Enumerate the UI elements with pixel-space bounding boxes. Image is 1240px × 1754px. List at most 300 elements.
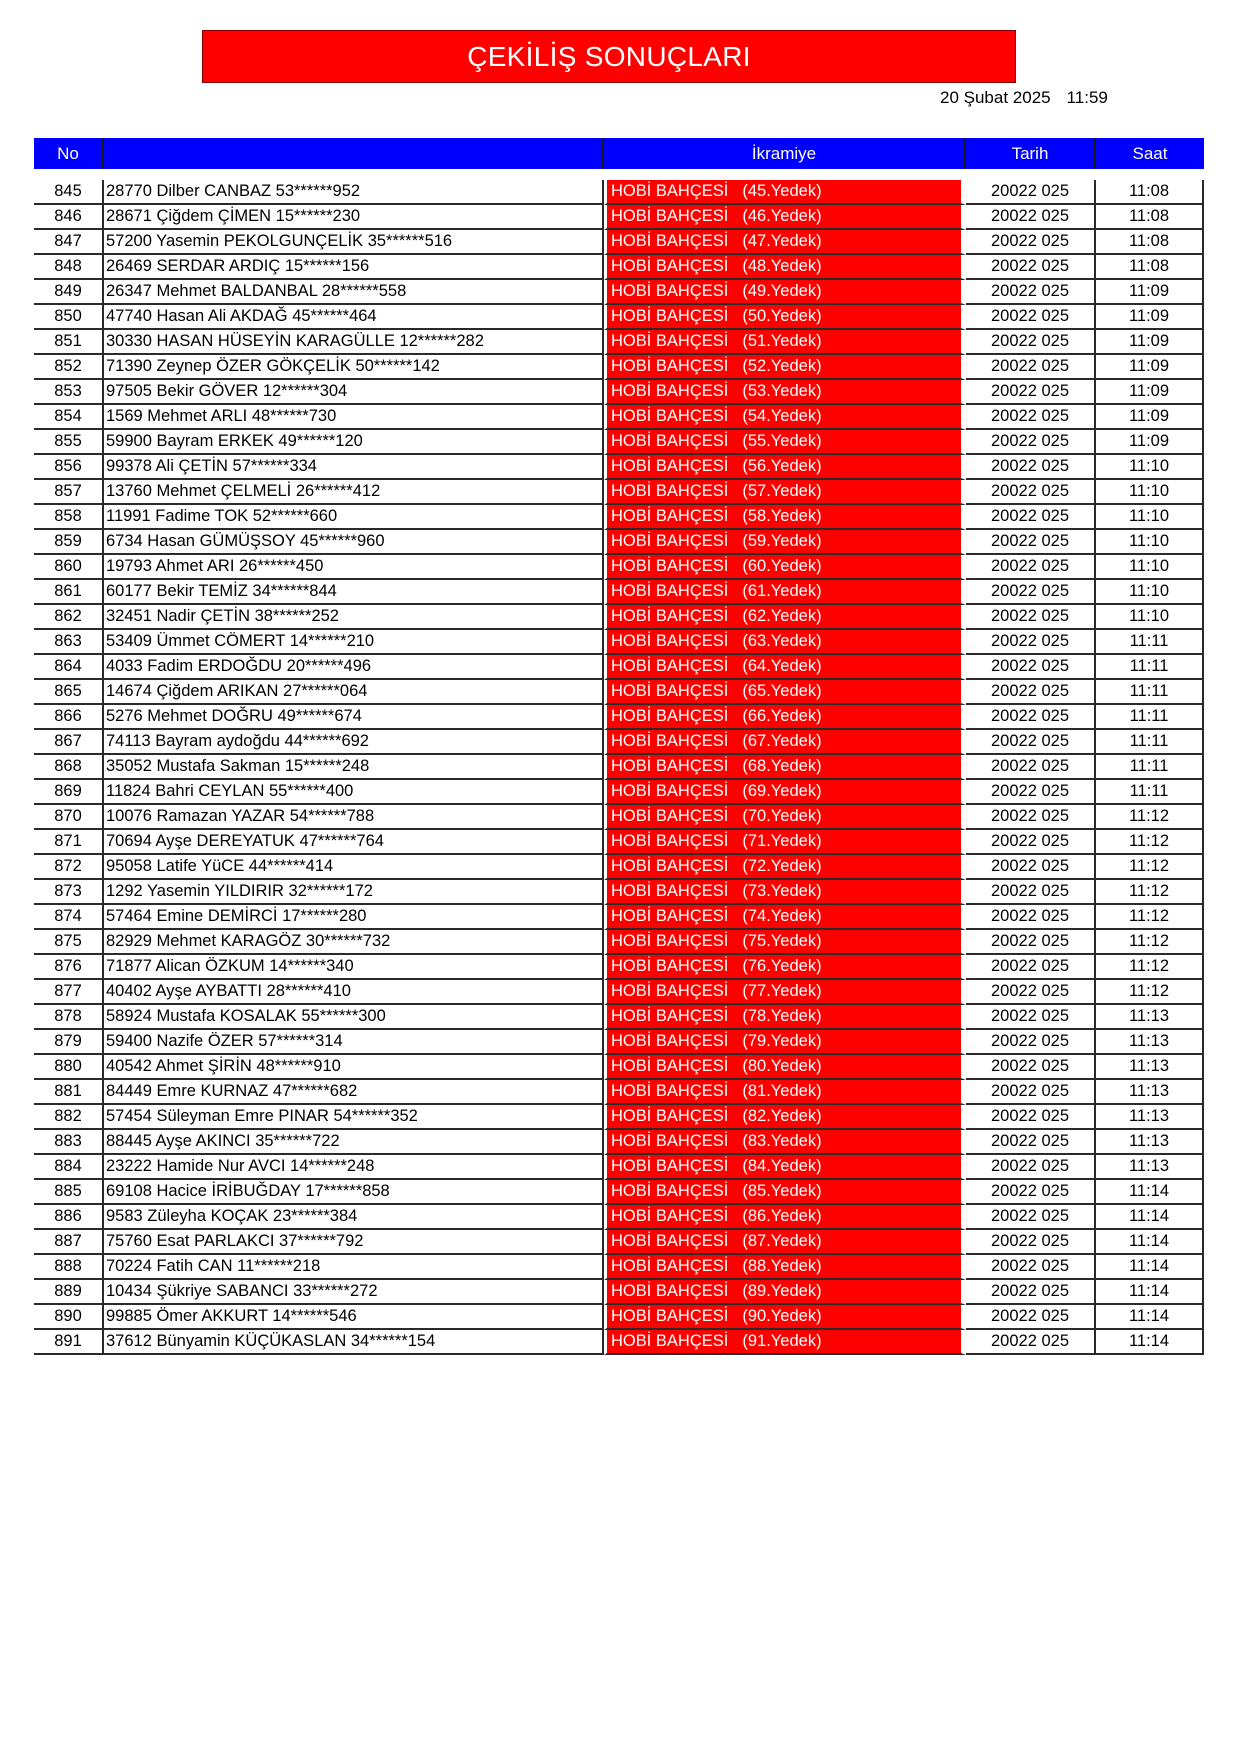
prize-cell — [604, 405, 966, 430]
table-row — [34, 655, 1204, 680]
participant-name: 95058 Latife YüCE 44******414 — [104, 855, 604, 880]
prize-cell — [604, 1005, 966, 1030]
draw-date: 20022 025 — [966, 1155, 1096, 1180]
reserve-rank: (66.Yedek) — [742, 707, 822, 725]
prize-cell — [604, 455, 966, 480]
draw-time: 11:14 — [1096, 1330, 1204, 1355]
draw-time: 11:14 — [1096, 1305, 1204, 1330]
prize-label: HOBİ BAHÇESİ — [611, 757, 729, 775]
participant-name: 37612 Bünyamin KÜÇÜKASLAN 34******154 — [104, 1330, 604, 1355]
row-number: 880 — [34, 1055, 104, 1080]
draw-time: 11:14 — [1096, 1230, 1204, 1255]
draw-date: 20022 025 — [966, 305, 1096, 330]
reserve-rank: (77.Yedek) — [742, 982, 822, 1000]
draw-date: 20022 025 — [966, 780, 1096, 805]
table-row — [34, 255, 1204, 280]
row-number: 853 — [34, 380, 104, 405]
prize-label: HOBİ BAHÇESİ — [611, 182, 729, 200]
row-number: 859 — [34, 530, 104, 555]
table-row — [34, 1255, 1204, 1280]
prize-label: HOBİ BAHÇESİ — [611, 732, 729, 750]
table-row — [34, 1030, 1204, 1055]
row-number: 876 — [34, 955, 104, 980]
participant-name: 57454 Süleyman Emre PINAR 54******352 — [104, 1105, 604, 1130]
prize-label: HOBİ BAHÇESİ — [611, 282, 729, 300]
draw-time: 11:09 — [1096, 280, 1204, 305]
prize-cell — [604, 905, 966, 930]
participant-name: 10076 Ramazan YAZAR 54******788 — [104, 805, 604, 830]
row-number: 886 — [34, 1205, 104, 1230]
table-row — [34, 355, 1204, 380]
reserve-rank: (60.Yedek) — [742, 557, 822, 575]
participant-name: 26347 Mehmet BALDANBAL 28******558 — [104, 280, 604, 305]
reserve-rank: (84.Yedek) — [742, 1157, 822, 1175]
prize-cell — [604, 355, 966, 380]
prize-label: HOBİ BAHÇESİ — [611, 1332, 729, 1350]
draw-time: 11:12 — [1096, 980, 1204, 1005]
table-row — [34, 905, 1204, 930]
draw-date: 20022 025 — [966, 205, 1096, 230]
draw-date: 20022 025 — [966, 630, 1096, 655]
table-row — [34, 1005, 1204, 1030]
prize-label: HOBİ BAHÇESİ — [611, 657, 729, 675]
table-row — [34, 530, 1204, 555]
table-row — [34, 880, 1204, 905]
reserve-rank: (76.Yedek) — [742, 957, 822, 975]
print-date: 20 Şubat 2025 — [940, 88, 1051, 107]
draw-time: 11:13 — [1096, 1055, 1204, 1080]
prize-label: HOBİ BAHÇESİ — [611, 857, 729, 875]
participant-name: 5276 Mehmet DOĞRU 49******674 — [104, 705, 604, 730]
draw-date: 20022 025 — [966, 380, 1096, 405]
row-number: 861 — [34, 580, 104, 605]
prize-label: HOBİ BAHÇESİ — [611, 1257, 729, 1275]
prize-cell — [604, 630, 966, 655]
participant-name: 9583 Züleyha KOÇAK 23******384 — [104, 1205, 604, 1230]
participant-name: 82929 Mehmet KARAGÖZ 30******732 — [104, 930, 604, 955]
prize-cell — [604, 430, 966, 455]
draw-time: 11:08 — [1096, 180, 1204, 205]
draw-time: 11:13 — [1096, 1030, 1204, 1055]
reserve-rank: (74.Yedek) — [742, 907, 822, 925]
row-number: 875 — [34, 930, 104, 955]
draw-time: 11:08 — [1096, 205, 1204, 230]
draw-time: 11:08 — [1096, 230, 1204, 255]
draw-date: 20022 025 — [966, 805, 1096, 830]
participant-name: 13760 Mehmet ÇELMELİ 26******412 — [104, 480, 604, 505]
draw-date: 20022 025 — [966, 480, 1096, 505]
participant-name: 53409 Ümmet CÖMERT 14******210 — [104, 630, 604, 655]
table-row — [34, 480, 1204, 505]
prize-cell — [604, 605, 966, 630]
table-row — [34, 605, 1204, 630]
participant-name: 6734 Hasan GÜMÜŞSOY 45******960 — [104, 530, 604, 555]
participant-name: 35052 Mustafa Sakman 15******248 — [104, 755, 604, 780]
reserve-rank: (48.Yedek) — [742, 257, 822, 275]
participant-name: 30330 HASAN HÜSEYİN KARAGÜLLE 12******282 — [104, 330, 604, 355]
draw-time: 11:09 — [1096, 305, 1204, 330]
row-number: 857 — [34, 480, 104, 505]
row-number: 881 — [34, 1080, 104, 1105]
reserve-rank: (45.Yedek) — [742, 182, 822, 200]
participant-name: 70694 Ayşe DEREYATUK 47******764 — [104, 830, 604, 855]
prize-label: HOBİ BAHÇESİ — [611, 882, 729, 900]
draw-time: 11:08 — [1096, 255, 1204, 280]
draw-time: 11:14 — [1096, 1205, 1204, 1230]
table-row — [34, 230, 1204, 255]
prize-cell — [604, 255, 966, 280]
reserve-rank: (52.Yedek) — [742, 357, 822, 375]
prize-cell — [604, 555, 966, 580]
draw-time: 11:12 — [1096, 955, 1204, 980]
row-number: 891 — [34, 1330, 104, 1355]
prize-label: HOBİ BAHÇESİ — [611, 1282, 729, 1300]
table-row — [34, 780, 1204, 805]
participant-name: 26469 SERDAR ARDIÇ 15******156 — [104, 255, 604, 280]
draw-time: 11:10 — [1096, 455, 1204, 480]
header-name — [104, 138, 604, 169]
participant-name: 58924 Mustafa KOSALAK 55******300 — [104, 1005, 604, 1030]
participant-name: 40542 Ahmet ŞİRİN 48******910 — [104, 1055, 604, 1080]
table-row — [34, 405, 1204, 430]
reserve-rank: (64.Yedek) — [742, 657, 822, 675]
participant-name: 28671 Çiğdem ÇİMEN 15******230 — [104, 205, 604, 230]
draw-date: 20022 025 — [966, 930, 1096, 955]
table-row — [34, 1180, 1204, 1205]
prize-label: HOBİ BAHÇESİ — [611, 1157, 729, 1175]
row-number: 863 — [34, 630, 104, 655]
participant-name: 32451 Nadir ÇETİN 38******252 — [104, 605, 604, 630]
reserve-rank: (53.Yedek) — [742, 382, 822, 400]
prize-cell — [604, 830, 966, 855]
draw-time: 11:09 — [1096, 330, 1204, 355]
row-number: 870 — [34, 805, 104, 830]
draw-date: 20022 025 — [966, 1030, 1096, 1055]
draw-time: 11:13 — [1096, 1130, 1204, 1155]
row-number: 878 — [34, 1005, 104, 1030]
row-number: 883 — [34, 1130, 104, 1155]
prize-cell — [604, 180, 966, 205]
row-number: 866 — [34, 705, 104, 730]
draw-time: 11:12 — [1096, 880, 1204, 905]
participant-name: 14674 Çiğdem ARIKAN 27******064 — [104, 680, 604, 705]
participant-name: 47740 Hasan Ali AKDAĞ 45******464 — [104, 305, 604, 330]
draw-time: 11:11 — [1096, 755, 1204, 780]
row-number: 847 — [34, 230, 104, 255]
table-row — [34, 580, 1204, 605]
header-prize: İkramiye — [604, 138, 966, 169]
table-row — [34, 955, 1204, 980]
table-row — [34, 205, 1204, 230]
participant-name: 71390 Zeynep ÖZER GÖKÇELİK 50******142 — [104, 355, 604, 380]
reserve-rank: (63.Yedek) — [742, 632, 822, 650]
prize-cell — [604, 680, 966, 705]
draw-date: 20022 025 — [966, 755, 1096, 780]
draw-date: 20022 025 — [966, 855, 1096, 880]
prize-cell — [604, 530, 966, 555]
participant-name: 11824 Bahri CEYLAN 55******400 — [104, 780, 604, 805]
table-row — [34, 1080, 1204, 1105]
prize-cell — [604, 1055, 966, 1080]
draw-time: 11:13 — [1096, 1005, 1204, 1030]
draw-date: 20022 025 — [966, 1305, 1096, 1330]
participant-name: 10434 Şükriye SABANCI 33******272 — [104, 1280, 604, 1305]
draw-time: 11:10 — [1096, 555, 1204, 580]
draw-time: 11:11 — [1096, 730, 1204, 755]
row-number: 858 — [34, 505, 104, 530]
prize-label: HOBİ BAHÇESİ — [611, 207, 729, 225]
prize-cell — [604, 230, 966, 255]
draw-date: 20022 025 — [966, 680, 1096, 705]
prize-cell — [604, 380, 966, 405]
draw-date: 20022 025 — [966, 1180, 1096, 1205]
participant-name: 57464 Emine DEMİRCİ 17******280 — [104, 905, 604, 930]
draw-time: 11:10 — [1096, 605, 1204, 630]
draw-time: 11:13 — [1096, 1155, 1204, 1180]
row-number: 879 — [34, 1030, 104, 1055]
prize-cell — [604, 1130, 966, 1155]
prize-cell — [604, 730, 966, 755]
draw-date: 20022 025 — [966, 655, 1096, 680]
row-number: 867 — [34, 730, 104, 755]
draw-date: 20022 025 — [966, 1005, 1096, 1030]
prize-cell — [604, 505, 966, 530]
reserve-rank: (75.Yedek) — [742, 932, 822, 950]
table-row — [34, 1330, 1204, 1355]
prize-label: HOBİ BAHÇESİ — [611, 232, 729, 250]
reserve-rank: (50.Yedek) — [742, 307, 822, 325]
table-row — [34, 805, 1204, 830]
draw-time: 11:09 — [1096, 430, 1204, 455]
prize-label: HOBİ BAHÇESİ — [611, 1057, 729, 1075]
prize-cell — [604, 305, 966, 330]
draw-time: 11:12 — [1096, 930, 1204, 955]
prize-label: HOBİ BAHÇESİ — [611, 407, 729, 425]
prize-label: HOBİ BAHÇESİ — [611, 507, 729, 525]
row-number: 864 — [34, 655, 104, 680]
table-row — [34, 430, 1204, 455]
table-row — [34, 180, 1204, 205]
prize-cell — [604, 880, 966, 905]
prize-cell — [604, 980, 966, 1005]
draw-date: 20022 025 — [966, 955, 1096, 980]
prize-label: HOBİ BAHÇESİ — [611, 1107, 729, 1125]
draw-time: 11:09 — [1096, 380, 1204, 405]
table-row — [34, 1230, 1204, 1255]
prize-label: HOBİ BAHÇESİ — [611, 1082, 729, 1100]
prize-cell — [604, 1030, 966, 1055]
participant-name: 69108 Hacice İRİBUĞDAY 17******858 — [104, 1180, 604, 1205]
page-title-banner — [202, 30, 1016, 83]
prize-label: HOBİ BAHÇESİ — [611, 1232, 729, 1250]
draw-date: 20022 025 — [966, 980, 1096, 1005]
prize-cell — [604, 1280, 966, 1305]
reserve-rank: (86.Yedek) — [742, 1207, 822, 1225]
draw-time: 11:12 — [1096, 905, 1204, 930]
draw-time: 11:10 — [1096, 580, 1204, 605]
reserve-rank: (85.Yedek) — [742, 1182, 822, 1200]
reserve-rank: (87.Yedek) — [742, 1232, 822, 1250]
row-number: 860 — [34, 555, 104, 580]
reserve-rank: (89.Yedek) — [742, 1282, 822, 1300]
draw-time: 11:13 — [1096, 1080, 1204, 1105]
row-number: 887 — [34, 1230, 104, 1255]
participant-name: 97505 Bekir GÖVER 12******304 — [104, 380, 604, 405]
draw-date: 20022 025 — [966, 830, 1096, 855]
participant-name: 88445 Ayşe AKINCI 35******722 — [104, 1130, 604, 1155]
reserve-rank: (81.Yedek) — [742, 1082, 822, 1100]
draw-date: 20022 025 — [966, 330, 1096, 355]
draw-date: 20022 025 — [966, 1255, 1096, 1280]
prize-label: HOBİ BAHÇESİ — [611, 1207, 729, 1225]
row-number: 852 — [34, 355, 104, 380]
prize-cell — [604, 1305, 966, 1330]
prize-label: HOBİ BAHÇESİ — [611, 932, 729, 950]
draw-time: 11:10 — [1096, 505, 1204, 530]
table-row — [34, 980, 1204, 1005]
prize-cell — [604, 280, 966, 305]
participant-name: 19793 Ahmet ARI 26******450 — [104, 555, 604, 580]
prize-label: HOBİ BAHÇESİ — [611, 582, 729, 600]
table-row — [34, 305, 1204, 330]
row-number: 884 — [34, 1155, 104, 1180]
print-datetime — [940, 88, 1170, 108]
draw-date: 20022 025 — [966, 1280, 1096, 1305]
draw-date: 20022 025 — [966, 230, 1096, 255]
participant-name: 4033 Fadim ERDOĞDU 20******496 — [104, 655, 604, 680]
results-table-body — [34, 180, 1204, 1355]
prize-label: HOBİ BAHÇESİ — [611, 832, 729, 850]
table-row — [34, 1280, 1204, 1305]
draw-date: 20022 025 — [966, 355, 1096, 380]
prize-label: HOBİ BAHÇESİ — [611, 982, 729, 1000]
draw-date: 20022 025 — [966, 580, 1096, 605]
prize-label: HOBİ BAHÇESİ — [611, 607, 729, 625]
prize-label: HOBİ BAHÇESİ — [611, 1307, 729, 1325]
participant-name: 57200 Yasemin PEKOLGUNÇELİK 35******516 — [104, 230, 604, 255]
draw-date: 20022 025 — [966, 705, 1096, 730]
prize-label: HOBİ BAHÇESİ — [611, 432, 729, 450]
draw-time: 11:11 — [1096, 630, 1204, 655]
participant-name: 74113 Bayram aydoğdu 44******692 — [104, 730, 604, 755]
header-date: Tarih — [966, 138, 1096, 169]
prize-cell — [604, 1155, 966, 1180]
draw-date: 20022 025 — [966, 880, 1096, 905]
reserve-rank: (80.Yedek) — [742, 1057, 822, 1075]
prize-cell — [604, 1230, 966, 1255]
participant-name: 59900 Bayram ERKEK 49******120 — [104, 430, 604, 455]
reserve-rank: (72.Yedek) — [742, 857, 822, 875]
prize-cell — [604, 655, 966, 680]
participant-name: 28770 Dilber CANBAZ 53******952 — [104, 180, 604, 205]
prize-cell — [604, 1205, 966, 1230]
prize-label: HOBİ BAHÇESİ — [611, 307, 729, 325]
reserve-rank: (68.Yedek) — [742, 757, 822, 775]
draw-date: 20022 025 — [966, 255, 1096, 280]
prize-label: HOBİ BAHÇESİ — [611, 357, 729, 375]
row-number: 854 — [34, 405, 104, 430]
prize-cell — [604, 480, 966, 505]
prize-label: HOBİ BAHÇESİ — [611, 957, 729, 975]
reserve-rank: (61.Yedek) — [742, 582, 822, 600]
draw-time: 11:11 — [1096, 655, 1204, 680]
reserve-rank: (88.Yedek) — [742, 1257, 822, 1275]
reserve-rank: (47.Yedek) — [742, 232, 822, 250]
reserve-rank: (69.Yedek) — [742, 782, 822, 800]
prize-cell — [604, 805, 966, 830]
table-row — [34, 455, 1204, 480]
table-row — [34, 755, 1204, 780]
print-time: 11:59 — [1066, 88, 1108, 107]
draw-time: 11:14 — [1096, 1180, 1204, 1205]
reserve-rank: (57.Yedek) — [742, 482, 822, 500]
draw-date: 20022 025 — [966, 1055, 1096, 1080]
participant-name: 70224 Fatih CAN 11******218 — [104, 1255, 604, 1280]
draw-time: 11:12 — [1096, 805, 1204, 830]
reserve-rank: (78.Yedek) — [742, 1007, 822, 1025]
reserve-rank: (82.Yedek) — [742, 1107, 822, 1125]
prize-label: HOBİ BAHÇESİ — [611, 1032, 729, 1050]
reserve-rank: (70.Yedek) — [742, 807, 822, 825]
prize-label: HOBİ BAHÇESİ — [611, 257, 729, 275]
prize-label: HOBİ BAHÇESİ — [611, 332, 729, 350]
draw-date: 20022 025 — [966, 455, 1096, 480]
row-number: 869 — [34, 780, 104, 805]
draw-time: 11:09 — [1096, 355, 1204, 380]
table-row — [34, 1305, 1204, 1330]
reserve-rank: (55.Yedek) — [742, 432, 822, 450]
draw-time: 11:10 — [1096, 530, 1204, 555]
participant-name: 59400 Nazife ÖZER 57******314 — [104, 1030, 604, 1055]
draw-date: 20022 025 — [966, 1080, 1096, 1105]
row-number: 877 — [34, 980, 104, 1005]
draw-date: 20022 025 — [966, 180, 1096, 205]
participant-name: 23222 Hamide Nur AVCI 14******248 — [104, 1155, 604, 1180]
table-row — [34, 830, 1204, 855]
draw-date: 20022 025 — [966, 1230, 1096, 1255]
reserve-rank: (67.Yedek) — [742, 732, 822, 750]
prize-cell — [604, 1105, 966, 1130]
prize-cell — [604, 1080, 966, 1105]
prize-label: HOBİ BAHÇESİ — [611, 907, 729, 925]
table-row — [34, 730, 1204, 755]
table-row — [34, 1105, 1204, 1130]
prize-cell — [604, 955, 966, 980]
table-row — [34, 1055, 1204, 1080]
prize-label: HOBİ BAHÇESİ — [611, 482, 729, 500]
draw-date: 20022 025 — [966, 530, 1096, 555]
table-row — [34, 555, 1204, 580]
prize-cell — [604, 1180, 966, 1205]
draw-date: 20022 025 — [966, 905, 1096, 930]
draw-date: 20022 025 — [966, 1105, 1096, 1130]
table-header — [34, 138, 1204, 169]
prize-label: HOBİ BAHÇESİ — [611, 632, 729, 650]
reserve-rank: (51.Yedek) — [742, 332, 822, 350]
row-number: 868 — [34, 755, 104, 780]
draw-time: 11:13 — [1096, 1105, 1204, 1130]
prize-cell — [604, 755, 966, 780]
prize-cell — [604, 330, 966, 355]
draw-time: 11:11 — [1096, 680, 1204, 705]
draw-time: 11:14 — [1096, 1280, 1204, 1305]
table-row — [34, 1205, 1204, 1230]
row-number: 849 — [34, 280, 104, 305]
prize-label: HOBİ BAHÇESİ — [611, 1132, 729, 1150]
draw-time: 11:09 — [1096, 405, 1204, 430]
prize-cell — [604, 780, 966, 805]
participant-name: 99885 Ömer AKKURT 14******546 — [104, 1305, 604, 1330]
